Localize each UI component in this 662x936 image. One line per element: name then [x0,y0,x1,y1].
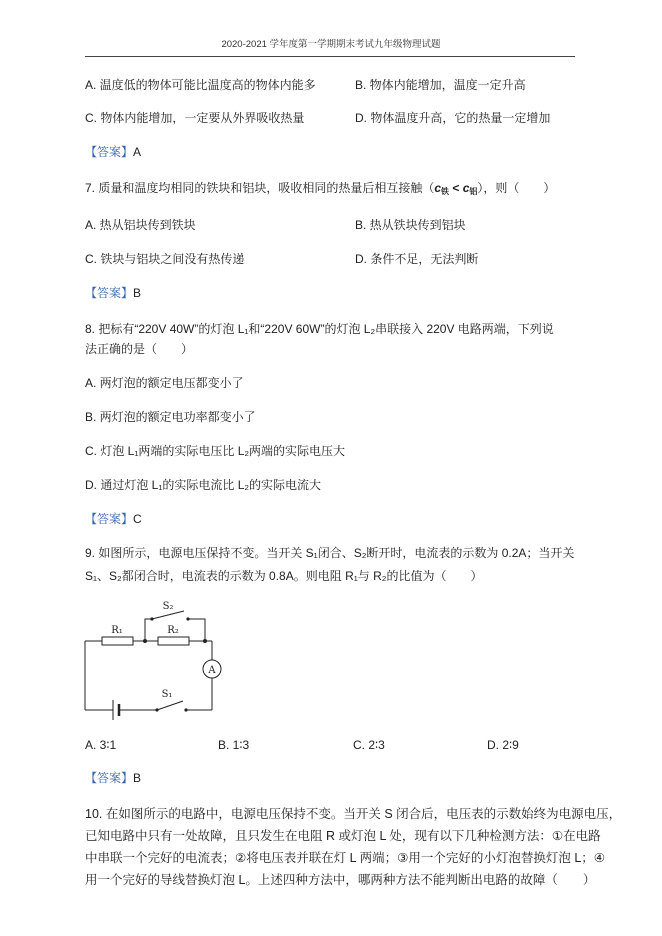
answer-value: A [133,145,142,159]
answer-tag: 【答案】 [85,286,134,300]
q6-option-b: B. 物体内能增加，温度一定升高 [355,78,526,92]
label-s2: S₂ [162,601,174,612]
q7-less-than: < [449,181,463,195]
q6-answer [85,144,141,160]
q8-option-b: B. 两灯泡的额定电功率都变小了 [85,410,256,424]
q7-c-iron: c [434,181,442,195]
q10-stem-line-2: 已知电路中只有一处故障，且只发生在电阻 R 或灯泡 L 处，现有以下几种检测方法：①在电路 [85,829,601,843]
q7-stem [85,180,555,200]
q7-stem-text: 7. 质量和温度均相同的铁块和铝块，吸收相同的热量后相互接触（ [85,181,435,195]
answer-tag: 【答案】 [85,512,134,526]
label-r2: R₂ [167,625,179,636]
answer-value: C [133,512,142,526]
q7-option-d: D. 条件不足，无法判断 [355,252,479,266]
q9-option-a: A. 3∶1 [85,738,117,752]
switch-s1-contact-right [184,708,187,711]
resistor-r2 [158,637,189,645]
header-divider [85,56,575,57]
q9-option-d: D. 2∶9 [487,738,519,752]
junction-dot-left [143,639,147,643]
label-r1: R₁ [111,625,123,636]
answer-value: B [133,286,142,300]
q7-formula [434,181,477,195]
q8-option-c: C. 灯泡 L₁两端的实际电压比 L₂两端的实际电压大 [85,444,346,458]
q9-option-b: B. 1∶3 [218,738,250,752]
q7-option-b: B. 热从铁块传到铝块 [355,218,466,232]
q9-stem-line-2: S₁、S₂都闭合时，电流表的示数为 0.8A。则电阻 R₁与 R₂的比值为（ ） [85,569,483,583]
q9-answer [85,770,141,786]
q9-stem-line-1: 9. 如图所示，电源电压保持不变。当开关 S₁闭合、S₂断开时，电流表的示数为 0.2A；当开关 [85,546,575,560]
q7-option-c: C. 铁块与铝块之间没有热传递 [85,252,245,266]
switch-s2-contact-left [150,617,153,620]
switch-s2-blade [152,611,184,619]
q7-sub-aluminum: 铝 [469,187,478,196]
q7-c-aluminum: c [462,181,470,195]
q6-option-c: C. 物体内能增加，一定要从外界吸收热量 [85,111,305,125]
page-header: 2020-2021 学年度第一学期期末考试九年级物理试题 [221,39,441,50]
q8-answer [85,511,142,527]
wire-s2-right [188,619,205,641]
label-s1: S₁ [161,689,173,700]
q10-stem-line-4: 用一个完好的导线替换灯泡 L。上述四种方法中，哪两种方法不能判断出电路的故障（ ） [85,873,596,887]
q8-option-d: D. 通过灯泡 L₁的实际电流比 L₂的实际电流大 [85,478,322,492]
q10-stem-line-1: 10. 在如图所示的电路中，电源电压保持不变。当开关 S 闭合后，电压表的示数始终为电源电压， [85,807,622,821]
q9-circuit-diagram [80,598,230,723]
label-ammeter: A [208,665,216,676]
q10-stem-line-3: 中串联一个完好的电流表；②将电压表并联在灯 L 两端；③用一个完好的小灯泡替换灯泡 L；④ [85,851,605,865]
q7-sub-iron: 铁 [441,187,450,196]
q8-stem-line-1: 8. 把标有“220V 40W”的灯泡 L₁和“220V 60W”的灯泡 L₂串联接入 220V 电路两端，下列说 [85,322,554,336]
q6-option-a: A. 温度低的物体可能比温度高的物体内能多 [85,78,316,92]
q8-option-a: A. 两灯泡的额定电压都变小了 [85,376,244,390]
q7-answer [85,285,141,301]
q7-option-a: A. 热从铝块传到铁块 [85,218,196,232]
q8-stem-line-2: 法正确的是（ ） [85,342,194,356]
wire-s2-left [145,619,152,641]
answer-tag: 【答案】 [85,145,134,159]
switch-s2-contact-right [186,617,189,620]
q7-stem-end: ），则（ ） [477,181,556,195]
switch-s1-contact-left [155,708,158,711]
answer-value: B [133,771,142,785]
answer-tag: 【答案】 [85,771,134,785]
junction-dot-right [203,639,207,643]
resistor-r1 [102,637,133,645]
switch-s1-blade [157,701,183,710]
q6-option-d: D. 物体温度升高，它的热量一定增加 [355,111,551,125]
q9-option-c: C. 2∶3 [353,738,385,752]
